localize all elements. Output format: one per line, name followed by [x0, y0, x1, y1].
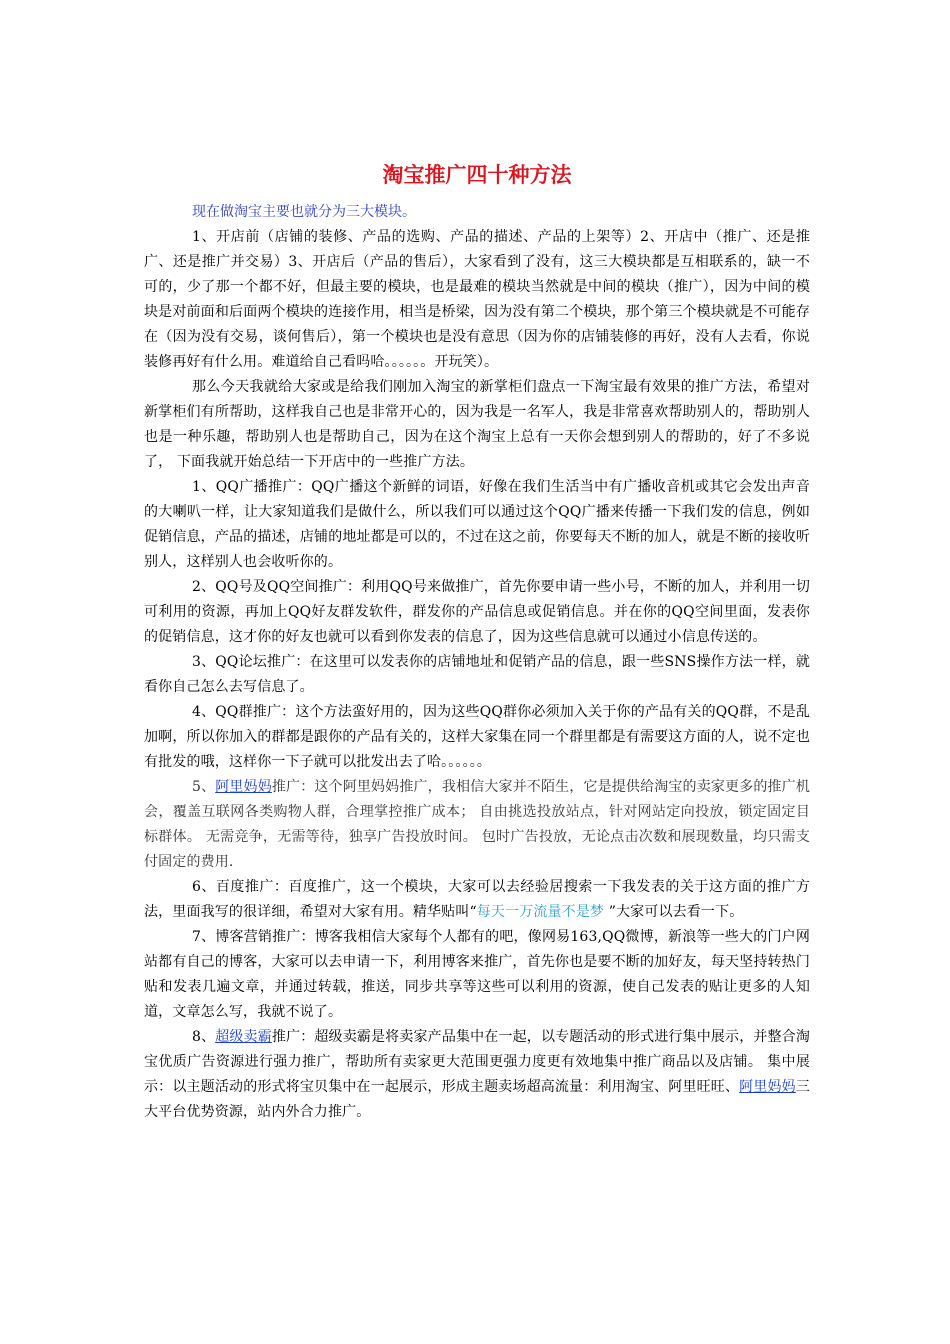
method-super-maiba-text: 推广：超级卖霸是将卖家产品集中在一起，以专题活动的形式进行集中展示，并整合淘宝优质广告资源进行强力推广，帮助所有卖家更大范围更强力度更有效地集中推广商品以及店铺。 集中展示：以主题活动的形式将宝贝集中在一起展示，形成主题卖场超高流量：利用淘宝、阿里旺旺、 [144, 1029, 810, 1095]
method-super-maiba [144, 1025, 810, 1125]
method-qq-broadcast: 1、QQ广播推广：QQ广播这个新鲜的词语，好像在我们生活当中有广播收音机或其它会发出声音的大喇叭一样，让大家知道我们是做什么，所以我们可以通过这个QQ广播来传播一下我们发的信息，例如促销信息，产品的描述，店铺的地址都是可以的，不过在这之前，你要每天不断的加人，就是不断的接收听别人，这样别人也会收听你的。 [144, 479, 810, 570]
method-alimama [144, 775, 810, 875]
method-baidu-suffix: ”大家可以去看一下。 [608, 904, 744, 920]
method-super-maiba-suffix: 三大平台优势资源，站内外合力推广。 [144, 1079, 810, 1120]
document-page [144, 160, 810, 1125]
method-baidu-prefix: 6、百度推广：百度推广，这一个模块，大家可以去经验居搜索一下我发表的关于这方面的推广方法，里面我写的很详细，希望对大家有用。精华贴叫“ [144, 879, 810, 920]
method-baidu [144, 875, 810, 925]
method-qq-space: 2、QQ号及QQ空间推广：利用QQ号来做推广，首先你要申请一些小号，不断的加人，并利用一切可利用的资源，再加上QQ好友群发软件，群发你的产品信息或促销信息。并在你的QQ空间里面，发表你的促销信息，这才你的好友也就可以看到你发表的信息了，因为这些信息就可以通过小信息传送的。 [144, 579, 810, 645]
method-alimama-text: 推广：这个阿里妈妈推广，我相信大家并不陌生，它是提供给淘宝的卖家更多的推广机会，覆盖互联网各类购物人群，合理掌控推广成本； 自由挑选投放站点，针对网站定向投放，锁定固定目标群体。 无需竞争，无需等待，独享广告投放时间。 包时广告投放，无论点击次数和展现数量，均只需支付固定的费用. [144, 779, 810, 870]
paragraph-modules: 1、开店前（店铺的装修、产品的选购、产品的描述、产品的上架等）2、开店中（推广、还是推广、还是推广并交易）3、开店后（产品的售后），大家看到了没有，这三大模块都是互相联系的，缺一不可的，少了那一个都不好，但最主要的模块，也是最难的模块当然就是中间的模块（推广），因为中间的模块是对前面和后面两个模块的连接作用，相当是桥梁，因为没有第二个模块，那个第三个模块就是不可能存在（因为没有交易，谈何售后），第一个模块也是没有意思（因为你的店铺装修的再好，没有人去看，你说装修再好有什么用。难道给自己看吗哈。。。。。。开玩笑）。 [144, 229, 810, 370]
method-qq-group: 4、QQ群推广：这个方法蛮好用的，因为这些QQ群你必须加入关于你的产品有关的QQ群，不是乱加啊，所以你加入的群都是跟你的产品有关的，这样大家集在同一个群里都是有需要这方面的人，说不定也有批发的哦，这样你一下子就可以批发出去了哈。。。。。。 [144, 704, 810, 770]
method-super-maiba-prefix: 8、 [192, 1029, 216, 1045]
document-title: 淘宝推广四十种方法 [382, 162, 572, 187]
method-blog: 7、博客营销推广：博客我相信大家每个人都有的吧，像网易163,QQ微博，新浪等一些大的门户网站都有自己的博客，大家可以去申请一下，利用博客来推广，首先你也是要不断的加好友，每天坚持转热门贴和发表几遍文章，并通过转载，推送，同步共享等这些可以利用的资源，使自己发表的贴让更多的人知道，文章怎么写，我就不说了。 [144, 929, 810, 1020]
alimama-link-2[interactable]: 阿里妈妈 [739, 1079, 796, 1095]
method-alimama-prefix: 5、 [192, 779, 216, 795]
alimama-link[interactable]: 阿里妈妈 [215, 779, 272, 795]
method-qq-forum: 3、QQ论坛推广：在这里可以发表你的店铺地址和促销产品的信息，跟一些SNS操作方法一样，就看你自己怎么去写信息了。 [144, 654, 810, 695]
baidu-post-title: 每天一万流量不是梦 [476, 904, 609, 920]
intro-line: 现在做淘宝主要也就分为三大模块。 [192, 204, 416, 220]
paragraph-overview: 那么今天我就给大家或是给我们刚加入淘宝的新掌柜们盘点一下淘宝最有效果的推广方法，希望对新掌柜们有所帮助，这样我自己也是非常开心的，因为我是一名军人，我是非常喜欢帮助别人的，帮助别人也是一种乐趣，帮助别人也是帮助自己，因为在这个淘宝上总有一天你会想到别人的帮助的，好了不多说了， 下面我就开始总结一下开店中的一些推广方法。 [144, 379, 810, 470]
super-maiba-link[interactable]: 超级卖霸 [215, 1029, 272, 1045]
